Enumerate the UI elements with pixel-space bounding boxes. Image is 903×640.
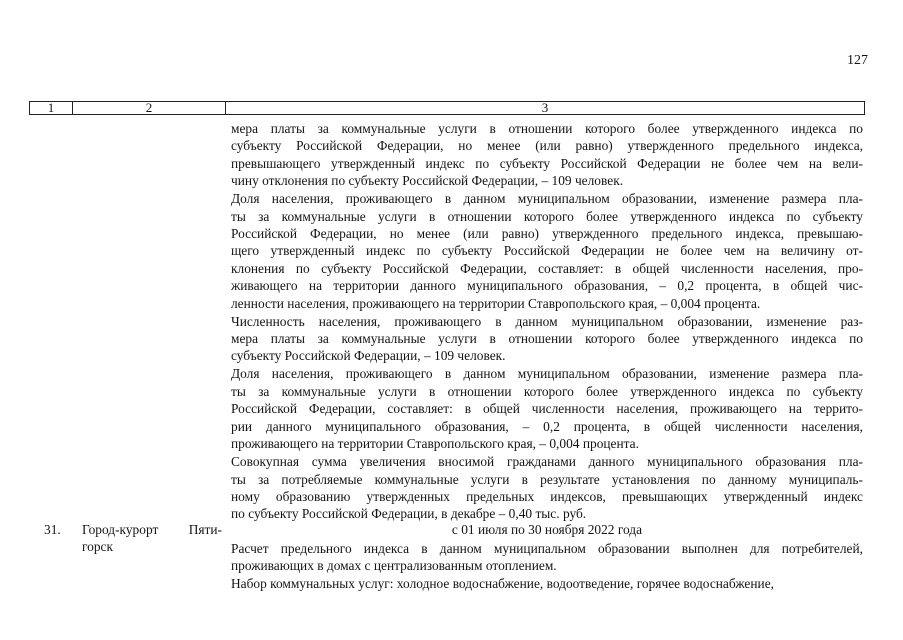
row-30-text-continuation	[231, 120, 863, 523]
text-line: по субъекту Российской Федерации, в декабре – 0,40 тыс. руб.	[231, 506, 587, 522]
text-line: щего утвержденный индекс по субъекту Российской Федерации не более чем на величину от-	[231, 243, 863, 259]
text-line: ты за коммунальные услуги в отношении которого более утвержденного индекса по субъекту	[231, 208, 863, 224]
text-line: ному образованию утвержденных предельных индексов, превышающих утвержденный индекс	[231, 488, 863, 504]
municipality-name-part-1: Город-курорт	[82, 522, 159, 537]
text-line: проживающих в домах с централизованным отоплением.	[231, 558, 557, 574]
paragraph	[231, 190, 863, 312]
municipality-name	[82, 521, 222, 556]
text-line: субъекту Российской Федерации, но менее (или равно) утвержденного предельного индекса,	[231, 138, 863, 154]
text-line: рии данного муниципального образования, – 0,2 процента, в общей численности населения,	[231, 418, 863, 434]
text-line: ленности населения, проживающего на территории Ставропольского края, – 0,004 процента.	[231, 295, 761, 311]
text-line: Численность населения, проживающего в данном муниципальном образовании, изменение раз-	[231, 313, 863, 329]
municipality-name-part-2: Пяти-	[188, 522, 222, 537]
paragraph	[231, 313, 863, 365]
period-heading: с 01 июля по 30 ноября 2022 года	[451, 522, 643, 537]
row-number: 31.	[44, 522, 61, 537]
column-header-3: 3	[541, 100, 549, 115]
text-line: чину отклонения по субъекту Российской Федерации, – 109 человек.	[231, 173, 624, 189]
text-line: ты за коммунальные услуги в отношении которого более утвержденного индекса по субъекту	[231, 383, 863, 399]
text-line: Доля населения, проживающего в данном муниципальном образовании, изменение размера пла-	[231, 191, 863, 207]
text-line: клонения по субъекту Российской Федерации, составляет: в общей численности населения, про-	[231, 260, 863, 276]
table-header-row	[29, 101, 865, 115]
text-line: Совокупная сумма увеличения вносимой гражданами данного муниципального образования пла-	[231, 454, 863, 470]
municipality-name-line-1	[82, 521, 222, 538]
text-line: Российской Федерации, но менее (или равно) утвержденного предельного индекса, превышаю-	[231, 226, 863, 242]
text-line: ты за потребляемые коммунальные услуги в результате установления по данному муниципаль-	[231, 471, 863, 487]
text-line: проживающего на территории Ставропольского края, – 0,004 процента.	[231, 436, 639, 452]
text-line: Российской Федерации, составляет: в общей численности населения, проживающего на террито-	[231, 401, 863, 417]
page-number: 127	[847, 53, 868, 68]
row-31-text	[231, 540, 863, 593]
text-line: превышающего утвержденный индекс по субъекту Российской Федерации не более чем на вели-	[231, 155, 863, 171]
municipality-name-line-2: горск	[82, 539, 113, 555]
text-line: Набор коммунальных услуг: холодное водоснабжение, водоотведение, горячее водоснабжение,	[231, 576, 774, 592]
text-line: Расчет предельного индекса в данном муниципальном образовании выполнен для потребителей,	[231, 541, 863, 556]
text-line: мера платы за коммунальные услуги в отношении которого более утвержденного индекса по	[231, 331, 863, 347]
paragraph	[231, 365, 863, 452]
text-line: Доля населения, проживающего в данном муниципальном образовании, изменение размера пла-	[231, 366, 863, 382]
column-header-2: 2	[73, 102, 226, 114]
text-line: мера платы за коммунальные услуги в отношении которого более утвержденного индекса по	[231, 121, 863, 136]
paragraph	[231, 453, 863, 523]
paragraph	[231, 120, 863, 190]
paragraph	[231, 575, 863, 592]
column-header-1: 1	[30, 102, 73, 114]
text-line: живающего на территории данного муниципального образования, – 0,2 процента, в общей чис-	[231, 278, 863, 294]
paragraph	[231, 540, 863, 575]
text-line: субъекту Российской Федерации, – 109 человек.	[231, 348, 506, 364]
